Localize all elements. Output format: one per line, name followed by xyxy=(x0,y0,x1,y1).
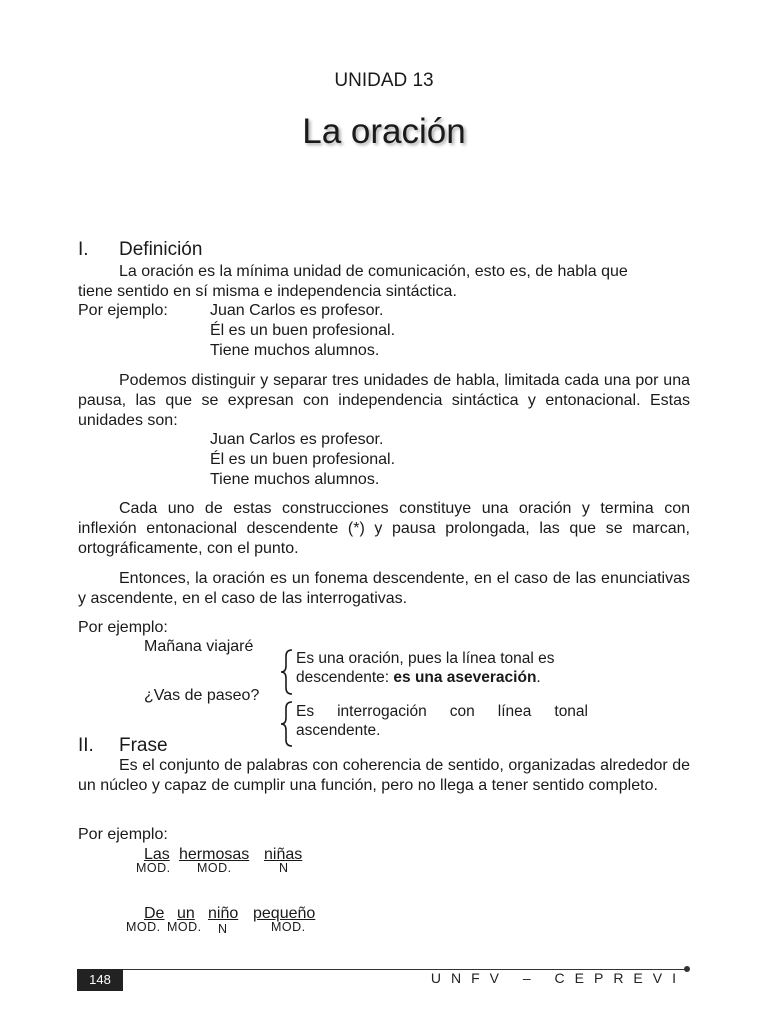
phrase-word: niño xyxy=(208,905,239,922)
brace-note-line: Es una oración, pues la línea tonal es xyxy=(296,650,555,667)
brace-note-text: descendente: xyxy=(296,669,394,686)
example-label: Por ejemplo: xyxy=(78,826,168,843)
grammar-tag: N xyxy=(218,922,228,936)
example-line: Él es un buen profesional. xyxy=(210,451,396,468)
footer-brand: UNFV – CEPREVI xyxy=(430,970,686,986)
phrase-word: De xyxy=(144,905,165,922)
phrase-word: pequeño xyxy=(253,905,316,922)
grammar-tag: MOD. xyxy=(271,920,306,934)
example-line: Él es un buen profesional. xyxy=(210,322,396,339)
paragraph-line: tiene sentido en sí misma e independencia sintáctica. xyxy=(78,283,457,300)
example-sentence: Mañana viajaré xyxy=(144,638,254,655)
unit-heading: UNIDAD 13 xyxy=(334,70,434,91)
section-number: II. xyxy=(78,735,94,756)
paragraph: Entonces, la oración es un fonema descendente, en el caso de las enunciativas y ascendente, en el caso de las interrogativas. xyxy=(78,570,690,607)
example-line: Juan Carlos es profesor. xyxy=(210,431,384,448)
phrase-word: hermosas xyxy=(179,846,250,863)
example-label: Por ejemplo: xyxy=(78,302,168,319)
phrase-word: Las xyxy=(144,846,170,863)
grammar-tag: N xyxy=(279,861,289,875)
paragraph: Es el conjunto de palabras con coherencia de sentido, organizadas alrededor de un núcleo y capaz de cumplir una función, pero no llega a tener sentido completo. xyxy=(78,757,690,794)
example-line: Juan Carlos es profesor. xyxy=(210,302,384,319)
grammar-tag: MOD. xyxy=(136,861,171,875)
example-label: Por ejemplo: xyxy=(78,619,168,636)
section-number: I. xyxy=(78,239,89,260)
paragraph: Podemos distinguir y separar tres unidades de habla, limitada cada una por una pausa, las que se expresan con independencia sintáctica y entonacional. Estas unidades son: xyxy=(78,372,690,429)
section-title: Frase xyxy=(119,735,168,756)
brace-icon xyxy=(280,700,294,748)
example-line: Tiene muchos alumnos. xyxy=(210,342,380,359)
page-title: La oración xyxy=(302,112,466,151)
grammar-tag: MOD. xyxy=(197,861,232,875)
paragraph: Cada uno de estas construcciones constituye una oración y termina con inflexión entonacional descendente (*) y pausa prolongada, las que se marcan, ortográficamente, con el punto. xyxy=(78,500,690,557)
phrase-word: niñas xyxy=(264,846,303,863)
paragraph-line: La oración es la mínima unidad de comunicación, esto es, de habla que xyxy=(119,263,628,280)
phrase-word: un xyxy=(177,905,195,922)
brace-note-text: . xyxy=(536,669,541,686)
brace-note-line: Es interrogación con línea tonal xyxy=(296,703,588,720)
emphasis-text: es una aseveración xyxy=(393,669,537,686)
example-sentence: ¿Vas de paseo? xyxy=(144,687,260,704)
brace-note-line: ascendente. xyxy=(296,722,381,739)
brace-icon xyxy=(280,648,294,696)
example-line: Tiene muchos alumnos. xyxy=(210,471,380,488)
brace-note-line xyxy=(296,668,541,688)
grammar-tag: MOD. xyxy=(126,920,161,934)
grammar-tag: MOD. xyxy=(167,920,202,934)
section-title: Definición xyxy=(119,239,203,260)
page-number: 148 xyxy=(77,969,123,991)
